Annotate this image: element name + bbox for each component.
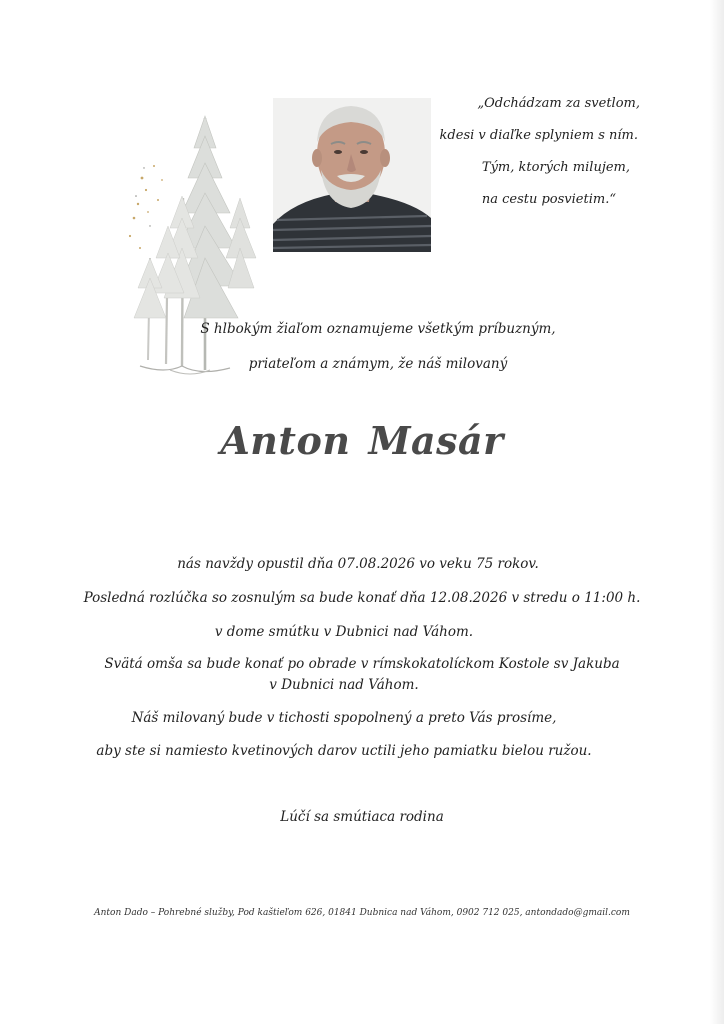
body-line-mass: Svätá omša sa bude konať po obrade v rímskokatolíckom Kostole sv Jakuba xyxy=(104,656,620,672)
body-line-death-date: nás navždy opustil dňa 07.08.2026 vo veku 75 rokov. xyxy=(177,556,539,572)
quote-line-4: na cestu posvietim.“ xyxy=(481,192,616,207)
body-line-rose-request: aby ste si namiesto kvetinových darov uctili jeho pamiatku bielou ružou. xyxy=(96,743,592,759)
deceased-first-name: Anton xyxy=(220,418,351,463)
body-line-location: v dome smútku v Dubnici nad Váhom. xyxy=(214,624,474,640)
funeral-service-footer: Anton Dado – Pohrebné služby, Pod kaštieľom 626, 01841 Dubnica nad Váhom, 0902 712 025, antondado@gmail.com xyxy=(94,908,630,918)
quote-line-3: Tým, ktorých milujem, xyxy=(481,160,630,175)
portrait-photo xyxy=(273,98,431,252)
closing-line: Lúčí sa smútiaca rodina xyxy=(280,809,444,825)
memorial-quote xyxy=(420,88,660,216)
body-line-mass-location: v Dubnici nad Váhom. xyxy=(269,677,419,693)
tree-illustration xyxy=(110,108,275,378)
body-line-farewell: Posledná rozlúčka so zosnulým sa bude konať dňa 12.08.2026 v stredu o 11:00 h. xyxy=(83,590,641,606)
quote-line-1: „Odchádzam za svetlom, xyxy=(477,96,640,111)
scan-edge-shadow xyxy=(710,0,724,1024)
intro-line-1: S hlbokým žiaľom oznamujeme všetkým príbuzným, xyxy=(200,321,556,337)
deceased-last-name: Masár xyxy=(368,418,504,463)
deceased-name xyxy=(0,418,724,463)
quote-line-2: kdesi v diaľke splyniem s ním. xyxy=(439,128,638,143)
body-line-cremation: Náš milovaný bude v tichosti spopolnený a preto Vás prosíme, xyxy=(131,710,557,726)
intro-line-2: priateľom a známym, že náš milovaný xyxy=(248,356,508,372)
